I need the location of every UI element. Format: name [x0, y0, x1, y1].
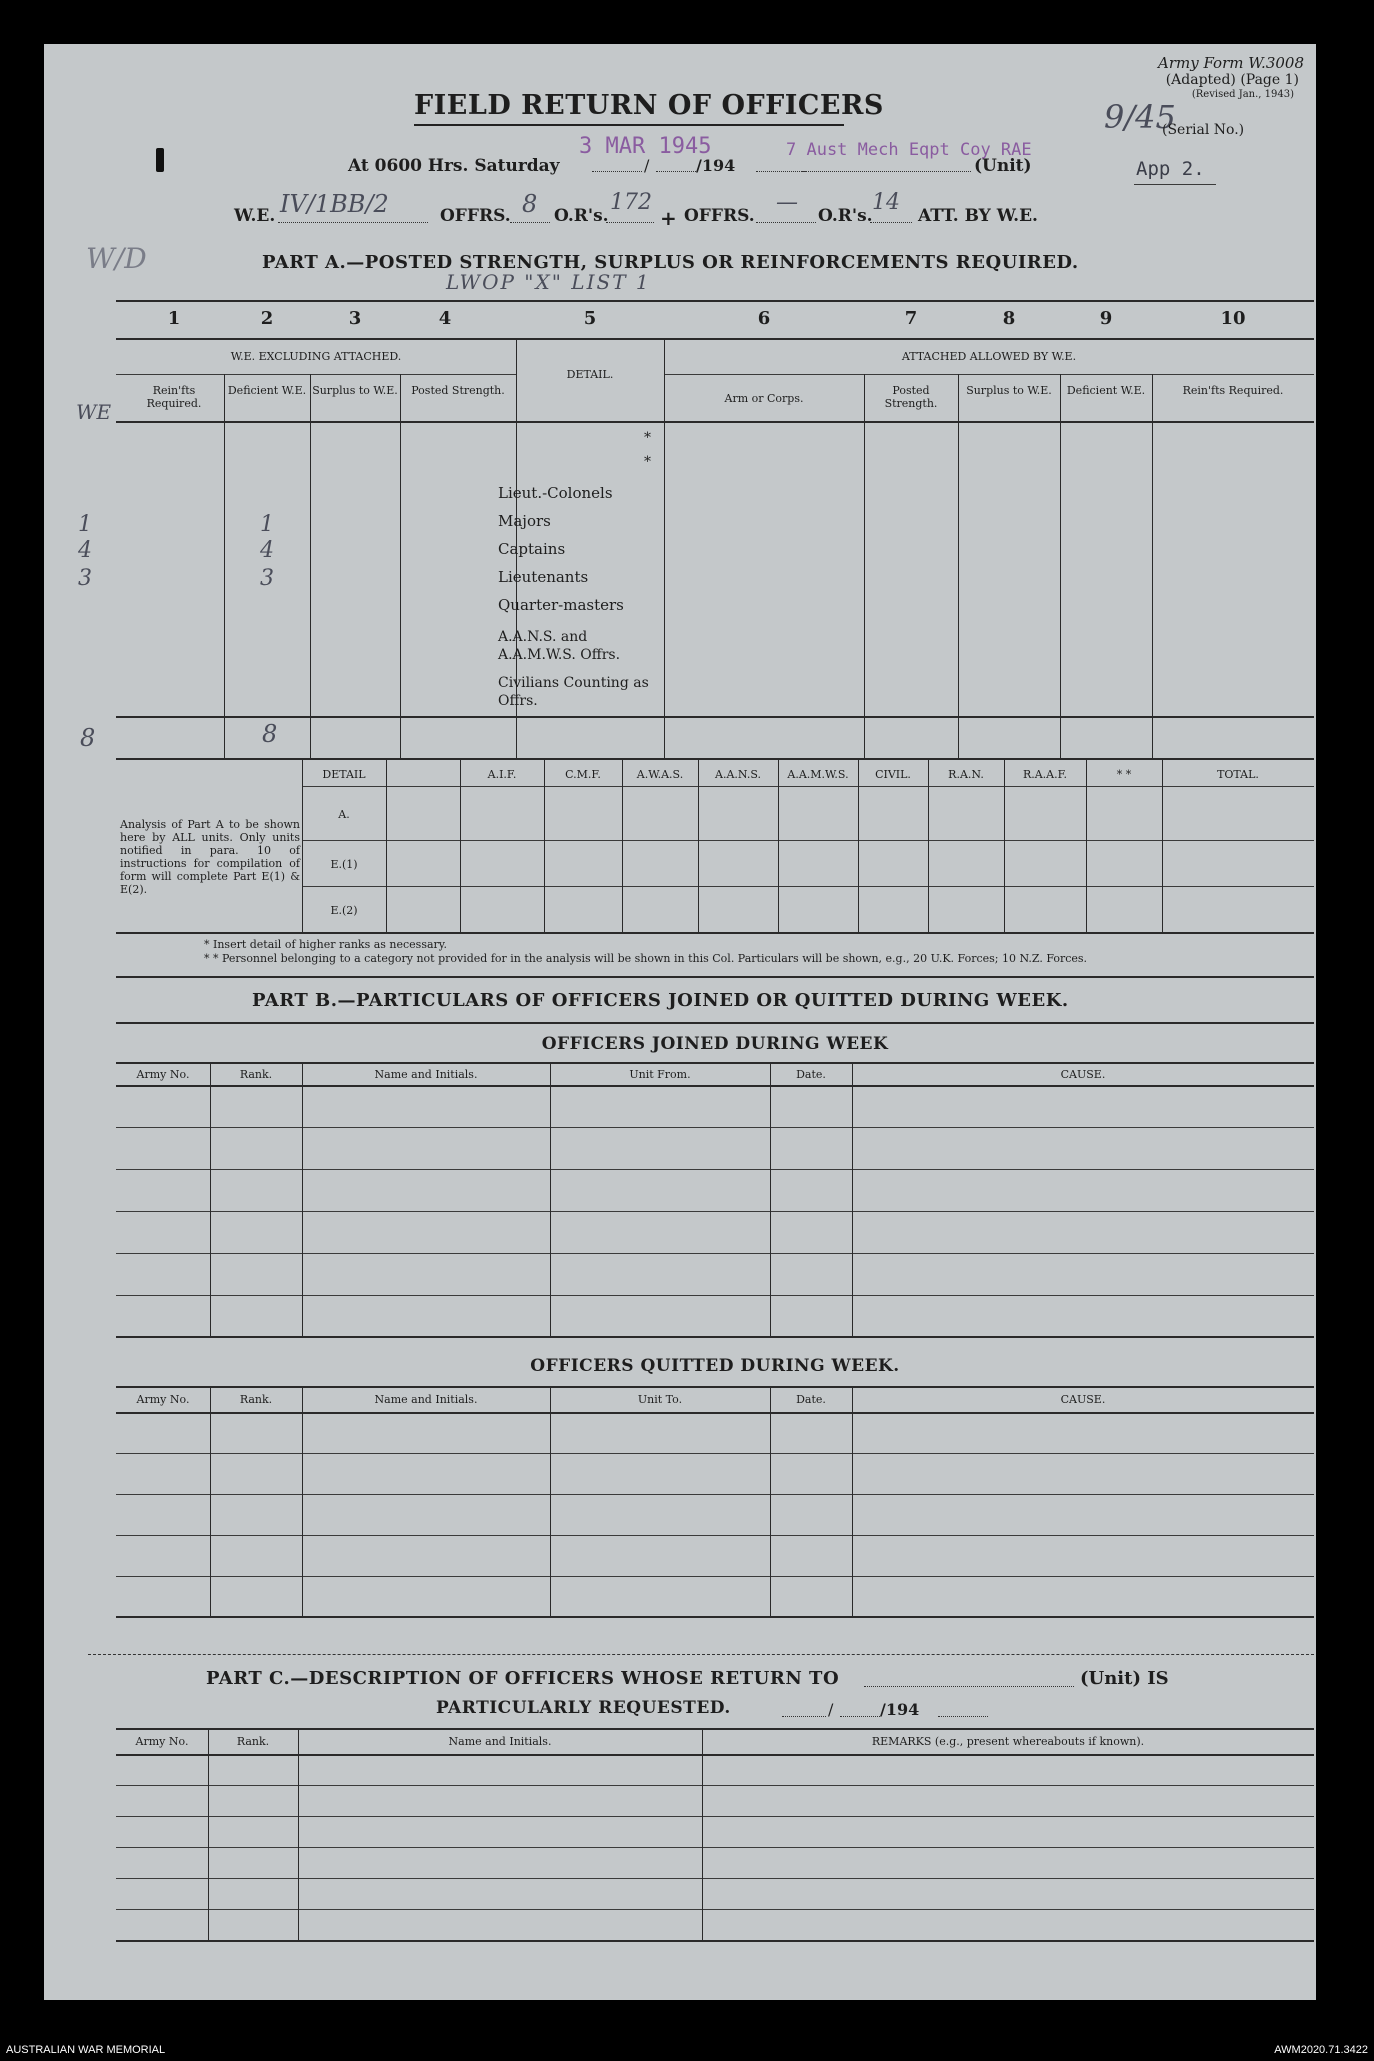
- offrs-value: 8: [522, 190, 538, 218]
- col-number-6: 6: [757, 308, 771, 329]
- joined-header-date: Date.: [796, 1068, 826, 1081]
- plus-sign: +: [660, 206, 677, 230]
- rank-captains: Captains: [498, 540, 566, 558]
- col-number-5: 5: [583, 308, 597, 329]
- quitted-header-unit-to: Unit To.: [637, 1393, 683, 1406]
- footer-accession: AWM2020.71.3422: [1274, 2044, 1368, 2056]
- analysis-note: Analysis of Part A to be shown here by ALL units. Only units notified in para. 10 of instructions for compilation of form will complete Part E(1) & E(2).: [120, 818, 300, 896]
- date-separator: /: [644, 156, 650, 175]
- footnote-1: * Insert detail of higher ranks as necessary.: [204, 938, 448, 951]
- col-number-2: 2: [260, 308, 274, 329]
- header-deficient-we: Deficient W.E.: [227, 384, 307, 397]
- quitted-header-rank: Rank.: [239, 1393, 273, 1406]
- rank-quarter-masters: Quarter-masters: [498, 596, 624, 614]
- col2-majors: 1: [260, 512, 274, 537]
- analysis-header-civil: CIVIL.: [875, 768, 911, 781]
- offrs2-value: —: [776, 190, 798, 215]
- col-number-9: 9: [1099, 308, 1113, 329]
- header-att-posted-strength: Posted Strength.: [884, 384, 938, 410]
- rank-lieut-colonels: Lieut.-Colonels: [498, 484, 613, 502]
- analysis-header-other: * *: [1116, 768, 1132, 781]
- part-c-header-army-no: Army No.: [135, 1735, 189, 1748]
- header-posted-strength: Posted Strength.: [411, 384, 505, 397]
- analysis-row-e2: E.(2): [330, 904, 358, 917]
- part-a-handwritten-note: LWOP "X" LIST 1: [446, 270, 651, 294]
- col-number-7: 7: [904, 308, 918, 329]
- cut-line: [88, 1654, 1314, 1655]
- date-year: /194: [696, 156, 736, 175]
- detail-header: DETAIL.: [566, 368, 614, 381]
- analysis-header-aif: A.I.F.: [487, 768, 517, 781]
- group-we-excluding: W.E. EXCLUDING ATTACHED.: [230, 350, 402, 363]
- offrs-label: OFFRS.: [440, 206, 511, 226]
- col-number-4: 4: [438, 308, 452, 329]
- col2-total: 8: [262, 720, 278, 748]
- analysis-header-raaf: R.A.A.F.: [1022, 768, 1068, 781]
- analysis-header-aamws: A.A.M.W.S.: [787, 768, 849, 781]
- ors-label: O.R's.: [554, 206, 609, 226]
- unit-stamp: 7 Aust Mech Eqpt Coy RAE: [786, 140, 1032, 160]
- form-adapted: (Adapted) (Page 1): [1165, 72, 1299, 88]
- col-number-3: 3: [348, 308, 362, 329]
- at-hours-line: At 0600 Hrs. Saturday: [348, 156, 560, 176]
- offrs2-label: OFFRS.: [684, 206, 755, 226]
- ors-value: 172: [610, 190, 652, 215]
- footnote-2: * * Personnel belonging to a category not provided for in the analysis will be shown in this Col. Particulars will be shown, e.g., 20 U.K. Forces; 10 N.Z. Forces.: [204, 952, 1088, 965]
- part-c-slash: /: [828, 1700, 834, 1719]
- part-b-title: PART B.—PARTICULARS OF OFFICERS JOINED OR QUITTED DURING WEEK.: [252, 990, 1069, 1011]
- wd-note: W/D: [86, 242, 147, 275]
- col-number-10: 10: [1220, 308, 1246, 329]
- serial-label: (Serial No.): [1162, 122, 1245, 138]
- col1-captains: 4: [78, 538, 92, 563]
- header-arm-or-corps: Arm or Corps.: [724, 392, 804, 405]
- header-att-surplus-we: Surplus to W.E.: [966, 384, 1052, 397]
- part-c-unit-is: (Unit) IS: [1080, 1668, 1169, 1689]
- appendix-note: App 2.: [1136, 158, 1205, 180]
- col2-lieutenants: 3: [260, 566, 274, 591]
- rank-aans-aamws: A.A.N.S. and A.A.M.W.S. Offrs.: [498, 629, 621, 663]
- joined-header-cause: CAUSE.: [1060, 1068, 1106, 1081]
- header-att-deficient-we: Deficient W.E.: [1066, 384, 1146, 397]
- form-revised: (Revised Jan., 1943): [1191, 89, 1294, 100]
- quitted-header-army-no: Army No.: [136, 1393, 190, 1406]
- form-title: FIELD RETURN OF OFFICERS: [414, 90, 884, 121]
- analysis-header-total: TOTAL.: [1217, 768, 1259, 781]
- we-label: W.E.: [234, 206, 276, 226]
- we-margin-note: WE: [76, 400, 112, 424]
- ors2-value: 14: [872, 190, 900, 215]
- part-c-header-rank: Rank.: [236, 1735, 270, 1748]
- part-a-title: PART A.—POSTED STRENGTH, SURPLUS OR REINFORCEMENTS REQUIRED.: [262, 252, 1079, 273]
- col2-captains: 4: [260, 538, 274, 563]
- serial-number-value: 9/45: [1104, 98, 1176, 136]
- punch-mark: [156, 148, 164, 172]
- form-sheet: [44, 44, 1316, 2000]
- joined-header-unit-from: Unit From.: [629, 1068, 691, 1081]
- rank-lieutenants: Lieutenants: [498, 568, 589, 586]
- analysis-header-detail: DETAIL: [322, 768, 366, 781]
- analysis-header-aans: A.A.N.S.: [715, 768, 761, 781]
- header-reinfts-required: Rein'fts Required.: [146, 384, 202, 410]
- asterisk-1: *: [644, 430, 651, 446]
- att-label: ATT. BY W.E.: [918, 206, 1038, 226]
- analysis-header-awas: A.W.A.S.: [636, 768, 684, 781]
- header-att-reinfts-required: Rein'fts Required.: [1182, 384, 1284, 397]
- quitted-header-date: Date.: [796, 1393, 826, 1406]
- army-form-number: Army Form W.3008: [1158, 54, 1304, 72]
- header-surplus-we: Surplus to W.E.: [312, 384, 398, 397]
- date-stamp: 3 MAR 1945: [579, 134, 712, 159]
- col1-majors: 1: [78, 512, 92, 537]
- analysis-header-ran: R.A.N.: [948, 768, 984, 781]
- analysis-row-e1: E.(1): [330, 858, 358, 871]
- part-c-year: /194: [880, 1700, 920, 1719]
- joined-header-rank: Rank.: [239, 1068, 273, 1081]
- part-c-line2: PARTICULARLY REQUESTED.: [436, 1698, 731, 1718]
- part-c-title: PART C.—DESCRIPTION OF OFFICERS WHOSE RETURN TO: [206, 1668, 840, 1689]
- joined-header-army-no: Army No.: [136, 1068, 190, 1081]
- footer-credit: AUSTRALIAN WAR MEMORIAL: [6, 2044, 166, 2056]
- ors2-label: O.R's.: [818, 206, 873, 226]
- group-attached-allowed: ATTACHED ALLOWED BY W.E.: [901, 350, 1077, 363]
- part-c-header-name: Name and Initials.: [448, 1735, 552, 1748]
- part-c-header-remarks: REMARKS (e.g., present whereabouts if known).: [871, 1735, 1145, 1748]
- col1-total: 8: [80, 724, 96, 752]
- joined-header-name: Name and Initials.: [374, 1068, 478, 1081]
- rank-civilians: Civilians Counting as Offrs.: [498, 675, 649, 709]
- asterisk-2: *: [644, 454, 651, 470]
- col-number-1: 1: [167, 308, 181, 329]
- rank-majors: Majors: [498, 512, 551, 530]
- quitted-header-cause: CAUSE.: [1060, 1393, 1106, 1406]
- joined-title: OFFICERS JOINED DURING WEEK: [541, 1034, 889, 1054]
- quitted-header-name: Name and Initials.: [374, 1393, 478, 1406]
- analysis-header-cmf: C.M.F.: [565, 768, 601, 781]
- col1-lieutenants: 3: [78, 566, 92, 591]
- analysis-row-a: A.: [338, 808, 350, 821]
- col-number-8: 8: [1002, 308, 1016, 329]
- unit-label: (Unit): [974, 156, 1032, 176]
- we-value: IV/1BB/2: [280, 190, 389, 218]
- quitted-title: OFFICERS QUITTED DURING WEEK.: [530, 1356, 900, 1376]
